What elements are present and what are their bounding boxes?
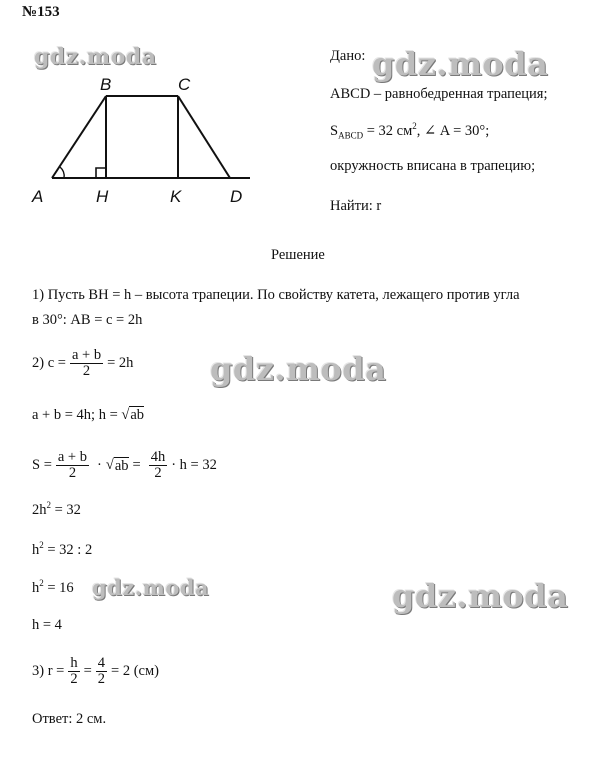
eq-2h2: $2h^2 = 32$ <box>32 500 81 518</box>
fraction-h-over-2: $\frac{h}{2}$ <box>70 655 78 688</box>
eq-h2-16: $h^2 = 16$ <box>32 578 74 596</box>
angle-a-arc <box>60 167 64 178</box>
watermark-middle: gdz.moda <box>210 350 387 388</box>
eq-h4: h = 4 <box>32 617 62 633</box>
answer: Ответ: 2 см. <box>32 711 107 727</box>
vertex-h-label: H <box>96 187 109 206</box>
watermark-top-left: gdz.moda <box>34 44 157 70</box>
given-trapezoid: ABCD – равнобедренная трапеция; <box>330 86 548 102</box>
side-cd <box>178 96 230 178</box>
given-area: $S_{ABCD} = 32$ $см^2$, ∠ A = 30°; <box>330 121 490 141</box>
fraction-ab-over-2-area: $\frac{a + b}{2}$ <box>57 449 87 482</box>
trapezoid-figure <box>30 70 270 210</box>
right-angle-mark <box>96 168 106 178</box>
watermark-lower-right: gdz.moda <box>392 577 569 615</box>
given-title: Дано: <box>330 48 366 64</box>
given-find: Найти: r <box>330 198 382 214</box>
vertex-c-label: C <box>178 75 191 94</box>
vertex-b-label: B <box>100 75 112 94</box>
fraction-4h-over-2: $\frac{4h}{2}$ <box>150 449 166 482</box>
fraction-ab-over-2: $\frac{a + b}{2}$ <box>71 347 102 380</box>
solution-heading: Решение <box>271 247 325 263</box>
watermark-lower-left: gdz.moda <box>92 575 210 600</box>
step1-line2: в 30°: AB = c = 2h <box>32 312 143 328</box>
step1-line1: 1) Пусть BH = h – высота трапеции. По свойству катета, лежащего против угла <box>32 287 520 303</box>
side-ab <box>52 96 106 178</box>
vertex-k-label: K <box>170 187 182 206</box>
vertex-a-label: A <box>32 187 44 206</box>
watermark-top-right: gdz.moda <box>372 45 549 83</box>
fraction-4-over-2: $\frac{4}{2}$ <box>97 655 106 688</box>
vertex-d-label: D <box>230 187 243 206</box>
given-inscribed: окружность вписана в трапецию; <box>330 158 536 174</box>
step3: 3) r = $\frac{h}{2}$ = $\frac{4}{2}$ = 2 (см) <box>32 655 159 688</box>
area-formula: S = $\frac{a + b}{2}$ · √ ab = $\frac{4h}{2}$ · h = 32 <box>32 449 217 482</box>
problem-number: №153 <box>22 4 60 20</box>
eq-h2-div: $h^2 = 32$ : 2 <box>32 540 93 558</box>
step2: 2) c = $\frac{a + b}{2}$ = 2h <box>32 347 134 380</box>
sum-line: a + b = 4h; h = √ab <box>32 407 145 423</box>
